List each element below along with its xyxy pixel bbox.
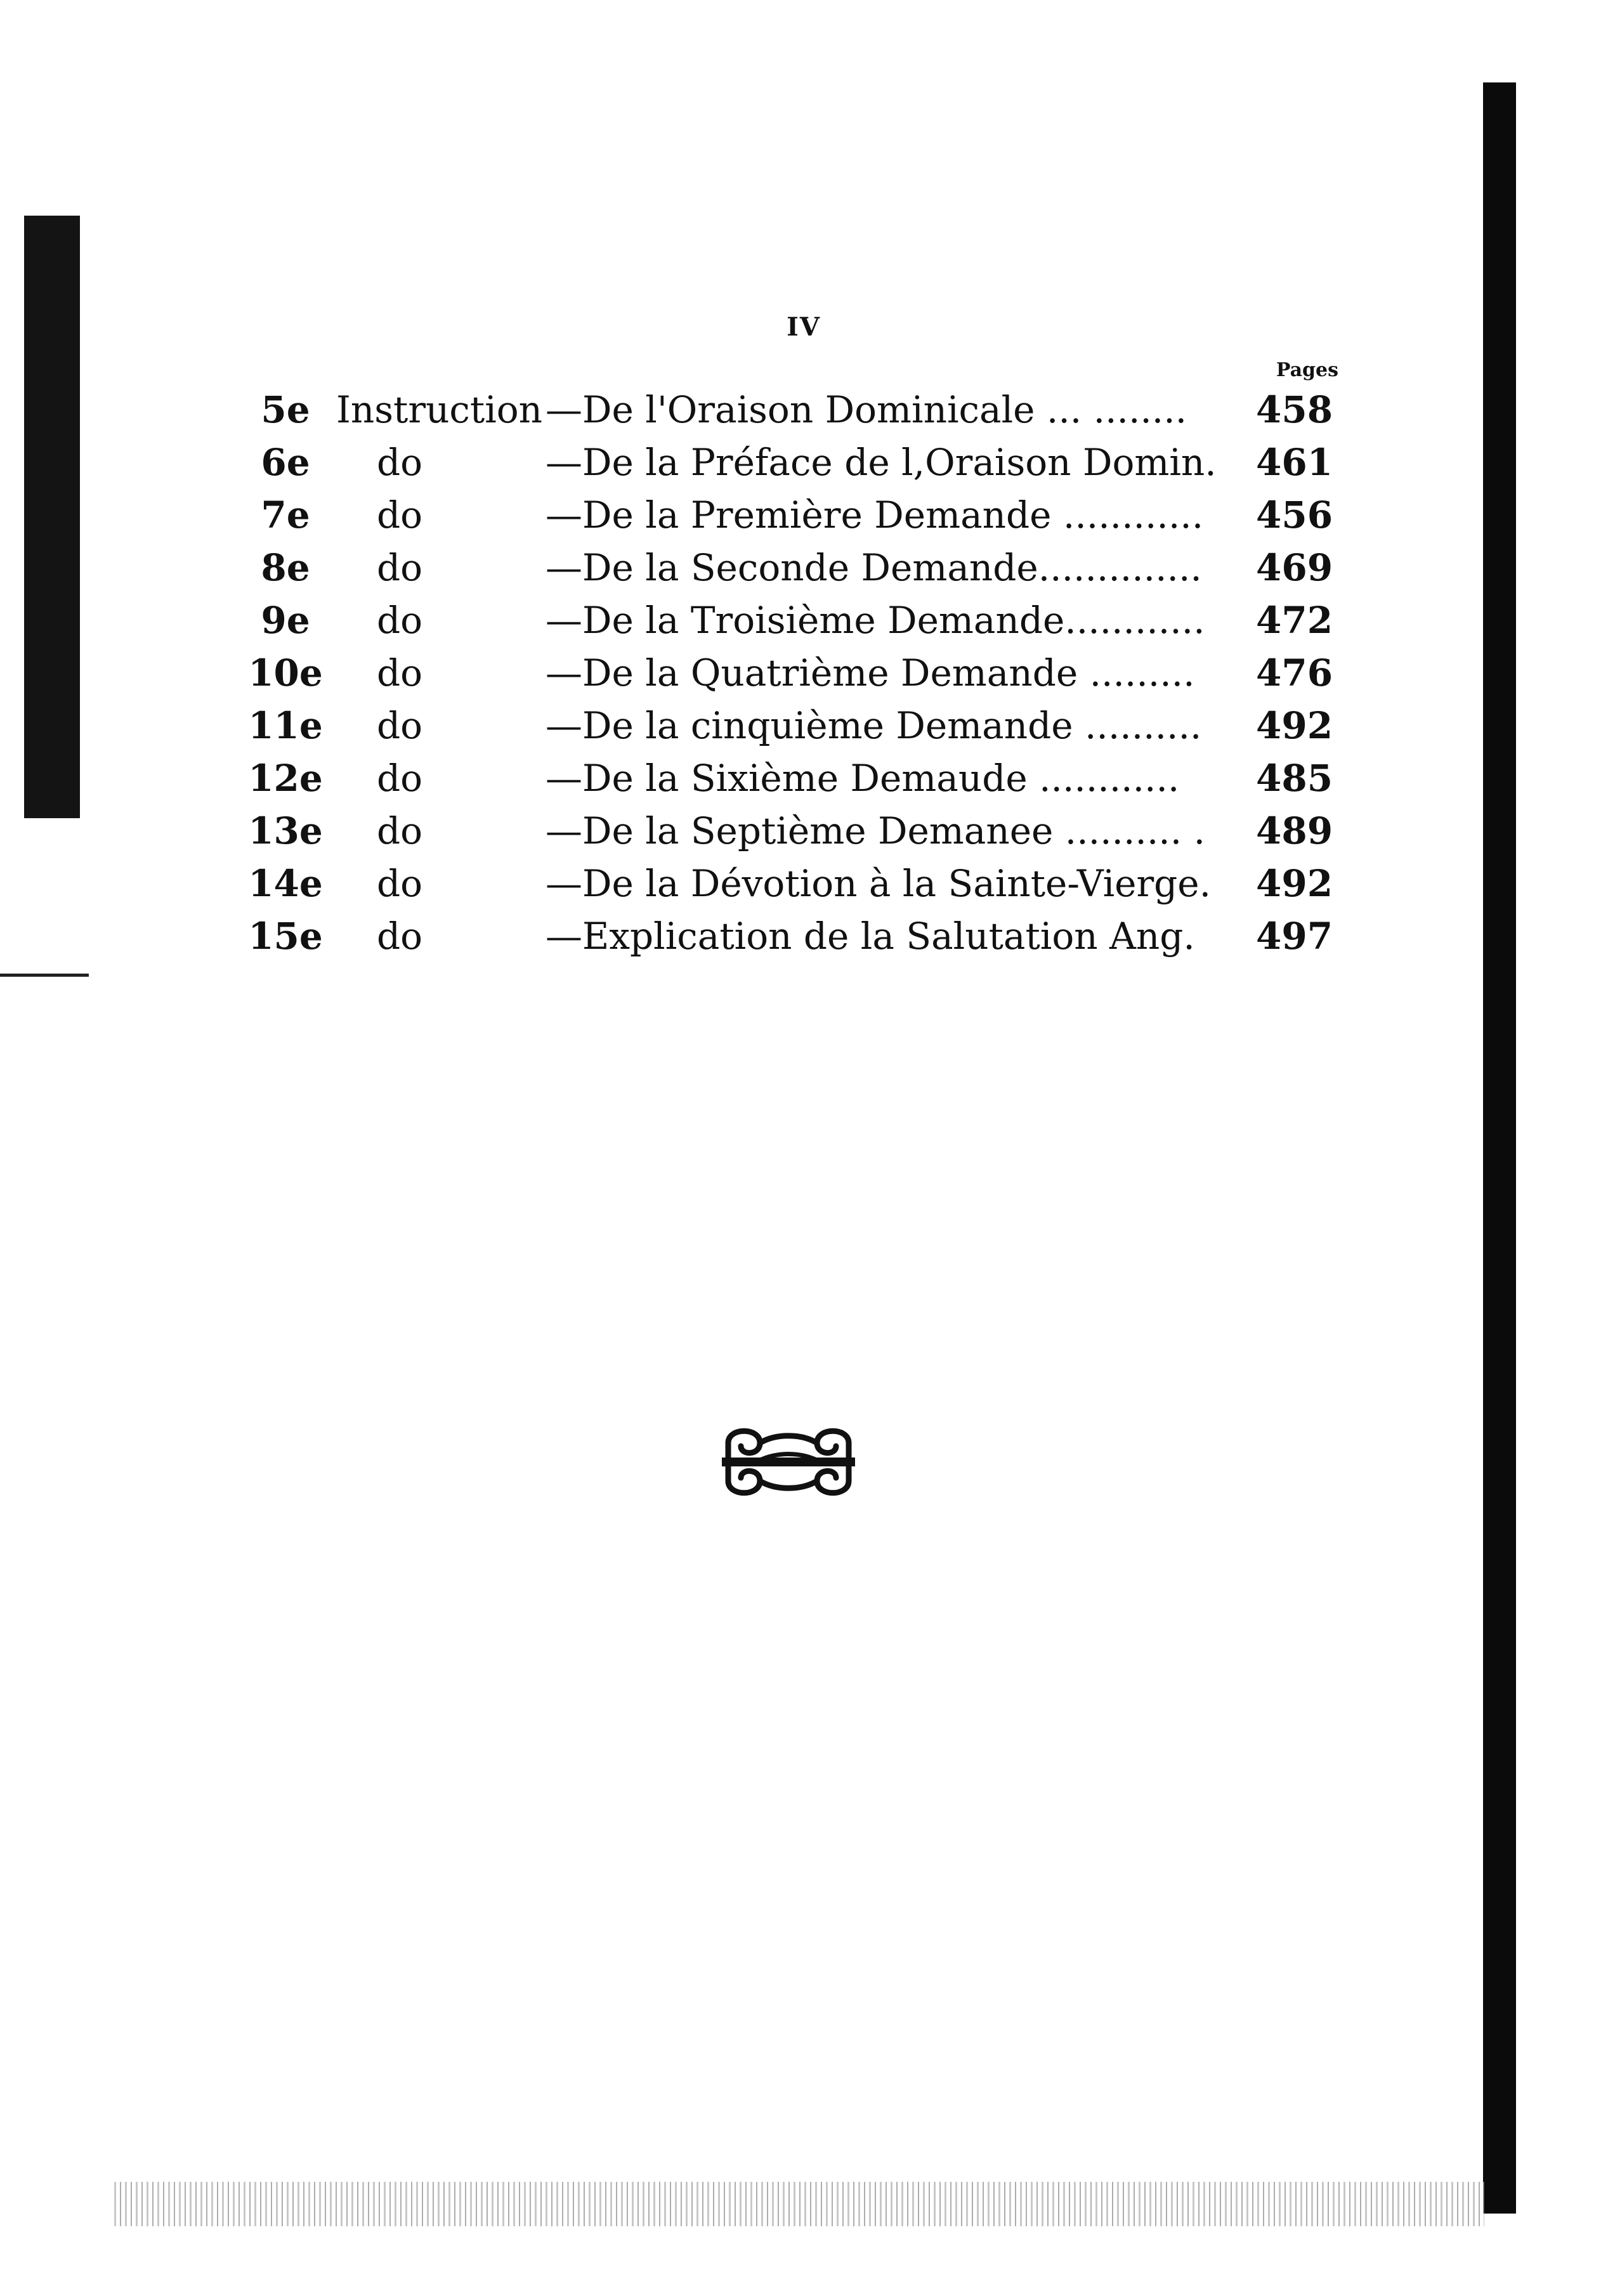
toc-entry-kind: do (376, 599, 423, 642)
toc-entry-page: 476 (1256, 651, 1333, 695)
toc-entry-page: 472 (1256, 599, 1333, 642)
toc-entry-page: 469 (1256, 546, 1333, 589)
toc-entry-title: —De la Sixième Demaude ............ (546, 757, 1180, 800)
scan-edge-bottom (114, 2182, 1484, 2226)
toc-entry-kind: do (376, 862, 423, 905)
toc-entry-page: 492 (1256, 862, 1333, 905)
toc-entry (241, 436, 1332, 489)
toc-entry-kind: do (376, 915, 423, 958)
table-of-contents (241, 384, 1332, 963)
toc-entry-number: 12e (248, 757, 323, 800)
toc-entry (241, 542, 1332, 594)
toc-entry-number: 13e (248, 809, 323, 852)
toc-entry-page: 497 (1256, 915, 1333, 958)
toc-entry-kind: do (376, 704, 423, 747)
toc-entry (241, 700, 1332, 752)
toc-entry-number: 5e (261, 388, 310, 431)
toc-entry-title: —De la cinquième Demande .......... (546, 704, 1202, 747)
decorative-knot-ornament-icon (716, 1421, 861, 1503)
toc-entry-number: 15e (248, 915, 323, 958)
toc-entry-title: —Explication de la Salutation Ang. (546, 915, 1195, 958)
toc-entry-page: 458 (1256, 388, 1333, 431)
toc-entry-kind: do (376, 651, 423, 695)
toc-entry-number: 10e (248, 651, 323, 695)
toc-entry (241, 594, 1332, 647)
page-number: IV (787, 312, 821, 342)
toc-entry-number: 7e (261, 493, 310, 537)
scan-edge-right (1483, 82, 1516, 2214)
toc-entry (241, 647, 1332, 700)
toc-entry-number: 6e (261, 441, 310, 484)
toc-entry (241, 805, 1332, 858)
pages-column-label: Pages (1276, 359, 1338, 381)
toc-entry-page: 461 (1256, 441, 1333, 484)
scan-edge-left (24, 216, 80, 818)
scan-edge-mark (0, 974, 89, 977)
toc-entry (241, 489, 1332, 542)
toc-entry-kind: do (376, 441, 423, 484)
toc-entry-page: 485 (1256, 757, 1333, 800)
toc-entry: 5e Instruction —De l'Oraison Dominicale ... ........ 458 (241, 384, 1332, 436)
toc-entry-title: —De l'Oraison Dominicale ... ........ (546, 388, 1187, 431)
toc-entry-kind: do (376, 493, 423, 537)
toc-entry-title: —De la Dévotion à la Sainte-Vierge. (546, 862, 1212, 905)
toc-entry-number: 14e (248, 862, 323, 905)
toc-entry-title: —De la Première Demande ............ (546, 493, 1204, 537)
toc-entry-kind: do (376, 757, 423, 800)
toc-entry-page: 492 (1256, 704, 1333, 747)
toc-entry-kind: do (376, 546, 423, 589)
toc-entry-title: —De la Troisième Demande............ (546, 599, 1205, 642)
toc-entry-number: 9e (261, 599, 310, 642)
toc-entry-title: —De la Septième Demanee .......... . (546, 809, 1206, 852)
toc-entry-kind: do (376, 809, 423, 852)
toc-entry-page: 456 (1256, 493, 1333, 537)
toc-entry-title: —De la Préface de l,Oraison Domin. (546, 441, 1217, 484)
toc-entry (241, 858, 1332, 910)
toc-entry-page: 489 (1256, 809, 1333, 852)
toc-entry-title: —De la Seconde Demande.............. (546, 546, 1202, 589)
toc-entry-number: 11e (248, 704, 323, 747)
toc-entry (241, 752, 1332, 805)
toc-entry (241, 910, 1332, 963)
toc-entry-title: —De la Quatrième Demande ......... (546, 651, 1195, 695)
toc-entry-number: 8e (261, 546, 310, 589)
